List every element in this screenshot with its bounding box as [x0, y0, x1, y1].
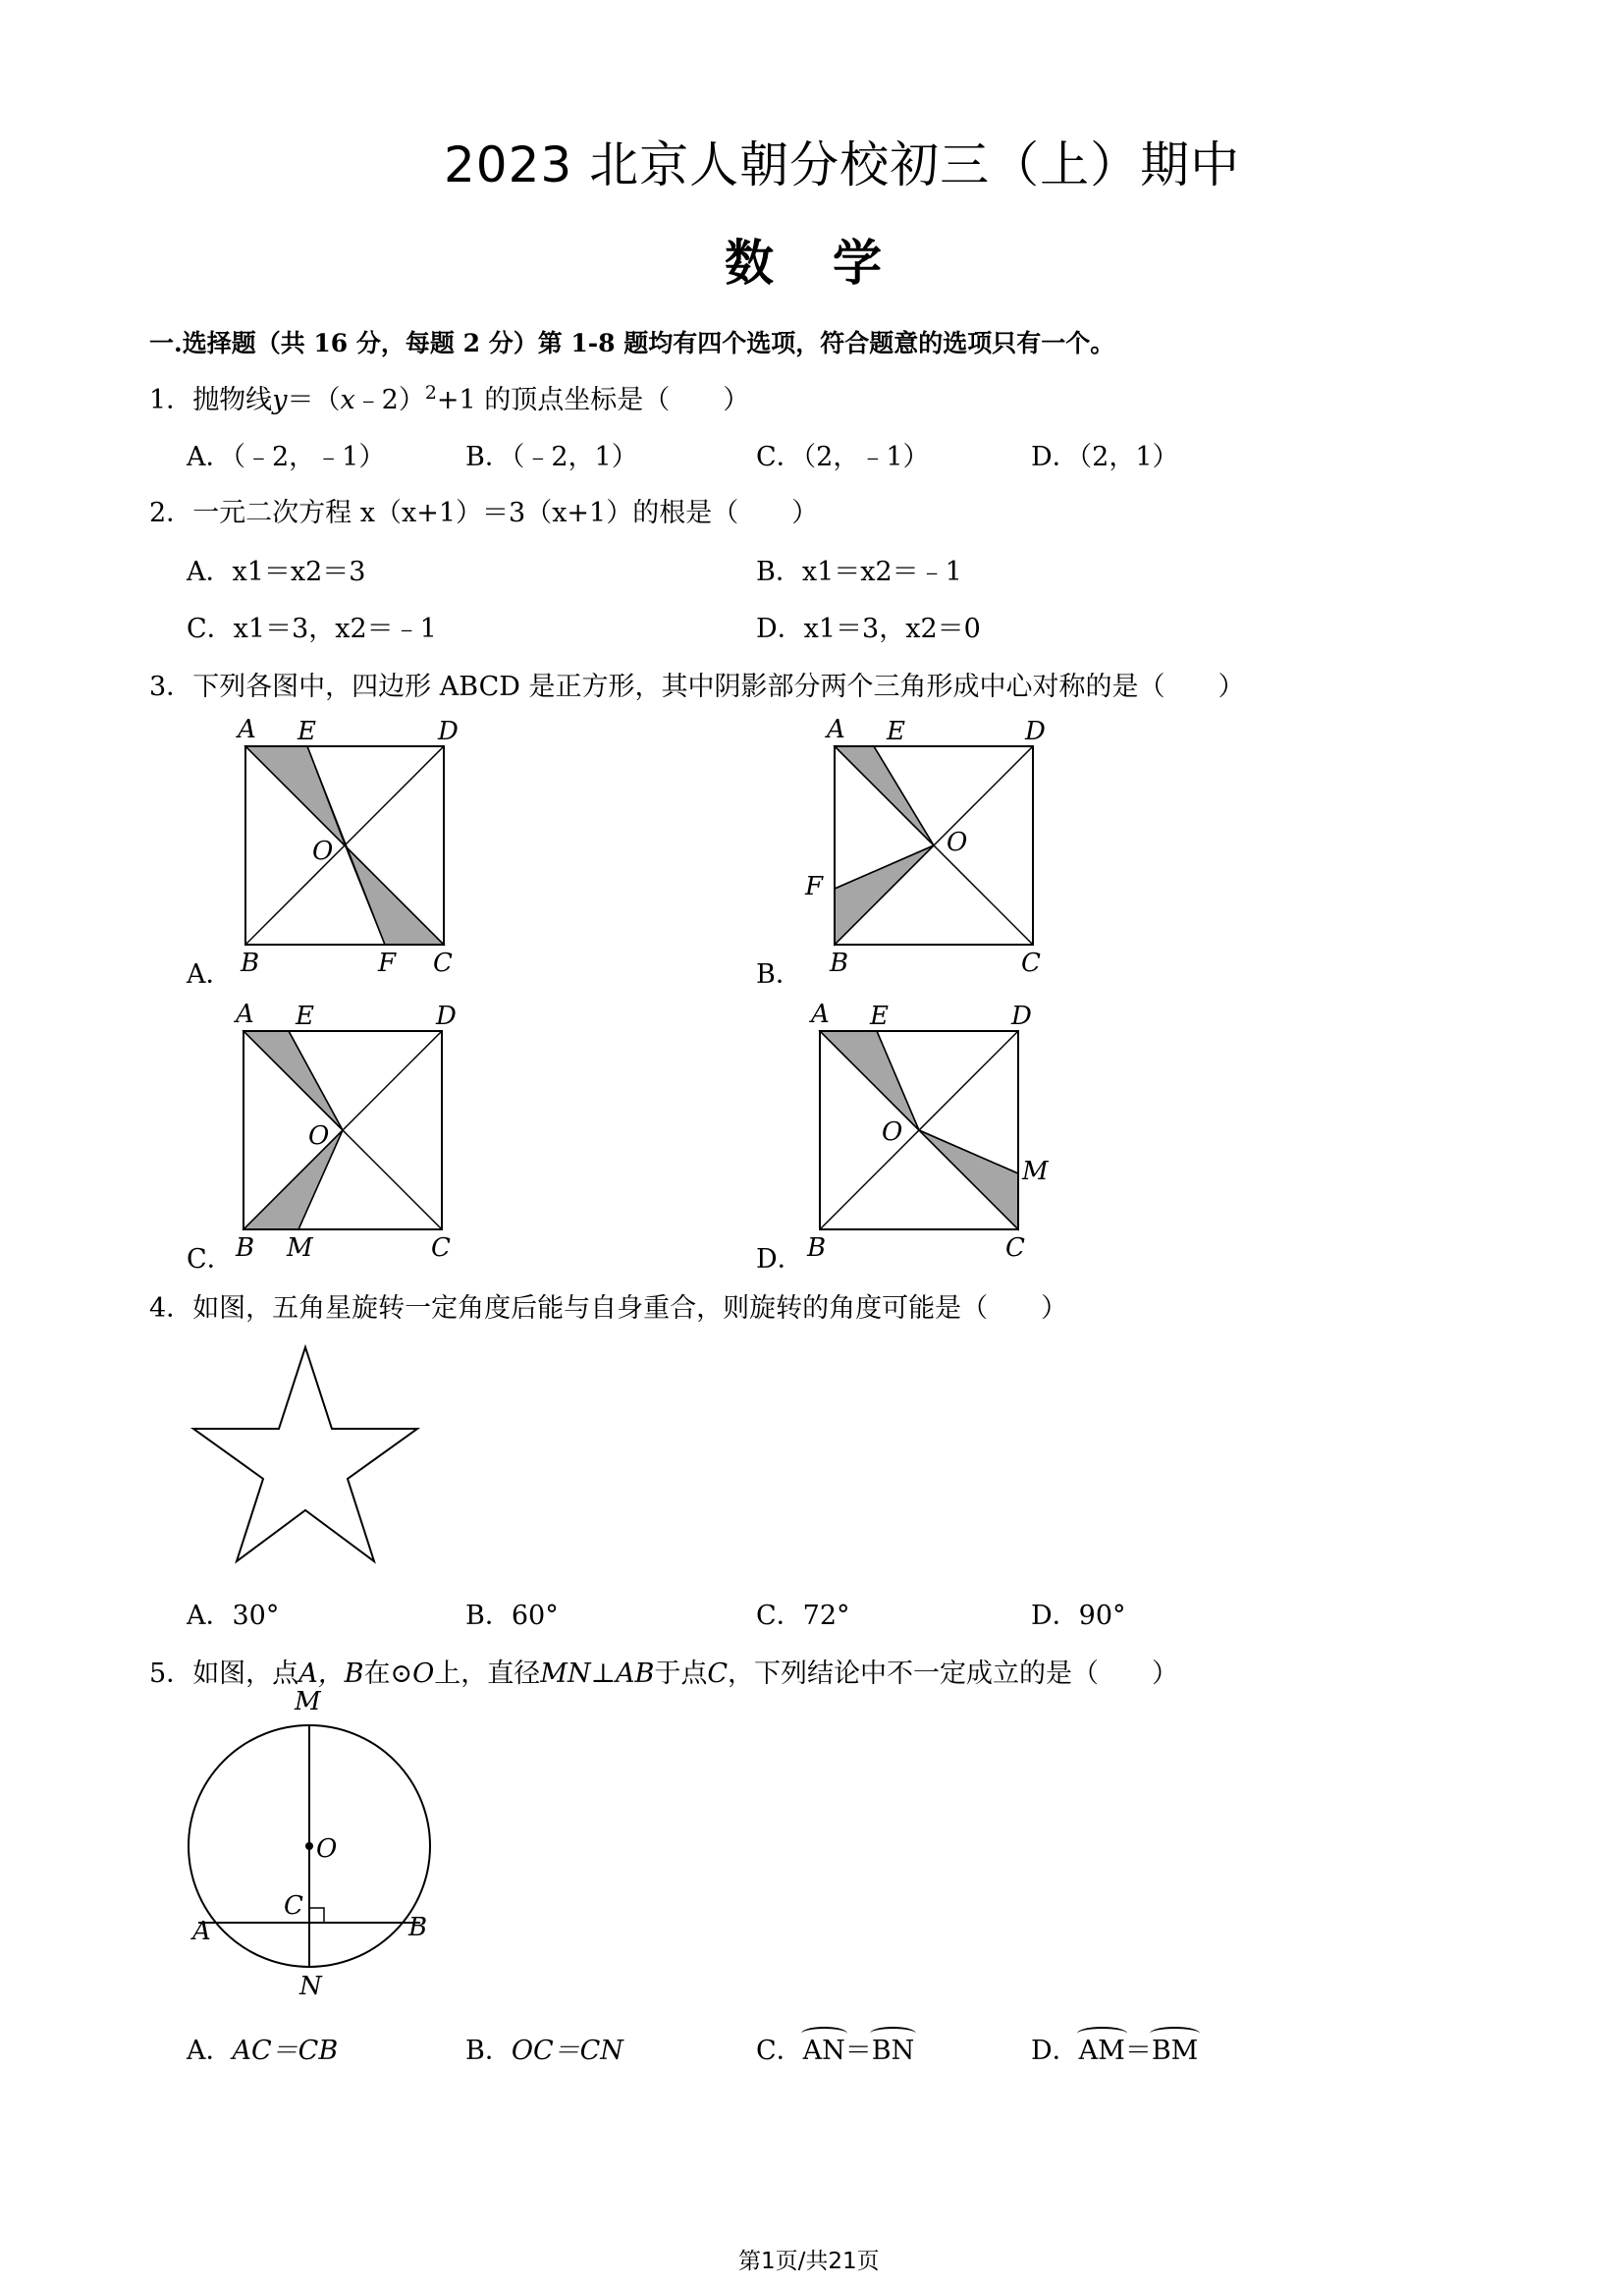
q4-option-b[interactable]: B．60° — [465, 1601, 559, 1631]
question-number: 2． — [149, 498, 193, 528]
option-prefix: C． — [756, 2036, 803, 2066]
q2-text: 一元二次方程 x（x+1）＝3（x+1）的根是（ ） — [192, 498, 819, 528]
q3d-point-d: D — [1011, 1002, 1032, 1031]
q3c-point-d: D — [436, 1002, 457, 1031]
equals-sign: ＝ — [844, 2036, 872, 2066]
q5-text-e: 上，直径 — [434, 1659, 541, 1689]
q3d-point-c: C — [1005, 1233, 1025, 1263]
q4-text: 如图，五角星旋转一定角度后能与自身重合，则旋转的角度可能是（ ） — [192, 1293, 1068, 1324]
q1-option-c[interactable]: C．（2，﹣1） — [756, 442, 930, 472]
question-number: 4． — [149, 1293, 193, 1324]
q5-option-a[interactable] — [187, 2029, 338, 2067]
arc-bn: BN — [871, 2036, 915, 2066]
option-expr: AC＝CB — [232, 2036, 339, 2066]
q3-text: 下列各图中，四边形 ABCD 是正方形，其中阴影部分两个三角形成中心对称的是（ ） — [192, 672, 1245, 702]
question-5 — [149, 1652, 1178, 1690]
arc-bm: BM — [1151, 2036, 1199, 2066]
q5-circle-o: O — [412, 1659, 435, 1689]
q3-figure-c — [244, 1031, 445, 1232]
q5-text-k: ，下列结论中不一定成立的是（ ） — [728, 1659, 1178, 1689]
q5-option-d[interactable] — [1031, 2029, 1198, 2067]
q3b-point-f: F — [805, 872, 824, 901]
q3c-point-e: E — [296, 1002, 314, 1031]
q5-point-o: O — [316, 1834, 338, 1864]
q3-option-d[interactable]: D． — [756, 1244, 804, 1275]
q4-option-d[interactable]: D．90° — [1031, 1601, 1126, 1631]
q5-point-c: C — [707, 1659, 728, 1689]
q3-option-c[interactable]: C． — [187, 1244, 234, 1275]
q3c-point-m: M — [287, 1233, 313, 1263]
question-2 — [149, 491, 818, 529]
q3a-point-f: F — [378, 949, 397, 978]
section-heading: 一.选择题（共 16 分，每题 2 分）第 1-8 题均有四个选项，符合题意的选项只有一个。 — [149, 329, 1115, 357]
equals-sign: ＝ — [1124, 2036, 1152, 2066]
question-number: 3． — [149, 672, 193, 702]
q3a-point-d: D — [438, 717, 459, 746]
q5-point-b: B — [408, 1913, 428, 1942]
q3b-point-d: D — [1025, 717, 1046, 746]
q3c-point-o: O — [308, 1121, 330, 1151]
subject-title: 数学 — [725, 235, 941, 292]
question-4 — [149, 1286, 1067, 1325]
page-footer: 第1页/共21页 — [738, 2249, 880, 2274]
q5-chord-ab: AB — [615, 1659, 655, 1689]
arc-am: AM — [1078, 2036, 1125, 2066]
q5-point-n: N — [299, 1972, 322, 2001]
question-number: 5． — [149, 1659, 193, 1689]
q1-text-b: ＝（ — [287, 385, 341, 415]
q3a-point-e: E — [298, 717, 316, 746]
q3d-point-m: M — [1022, 1157, 1049, 1186]
q3c-point-a: A — [236, 1000, 254, 1029]
q3d-point-b: B — [807, 1233, 827, 1263]
q1-option-a[interactable]: A．（﹣2，﹣1） — [187, 442, 386, 472]
q4-star-figure — [191, 1347, 422, 1568]
q3a-point-c: C — [433, 949, 453, 978]
q4-option-a[interactable]: A．30° — [187, 1601, 280, 1631]
q5-text-a: 如图，点 — [192, 1659, 299, 1689]
q1-text-a: 抛物线 — [192, 385, 273, 415]
page-title: 2023 北京人朝分校初三（上）期中 — [444, 136, 1241, 193]
q3b-point-a: A — [827, 715, 845, 744]
q5-diameter-mn: MN — [540, 1659, 591, 1689]
q3-figure-d — [820, 1031, 1021, 1232]
q3b-point-b: B — [830, 949, 849, 978]
q3d-point-a: A — [811, 1000, 830, 1029]
q3d-point-e: E — [870, 1002, 889, 1031]
q2-option-a[interactable]: A．x1＝x2＝3 — [187, 557, 366, 587]
q5-circle-figure — [189, 1718, 434, 1974]
q1-var-y: y — [272, 385, 288, 415]
q3b-point-c: C — [1021, 949, 1041, 978]
q3b-point-o: O — [947, 828, 968, 857]
q4-option-c[interactable]: C．72° — [756, 1601, 850, 1631]
q2-option-c[interactable]: C．x1＝3，x2＝﹣1 — [187, 614, 437, 644]
q3-figure-b — [835, 746, 1036, 948]
q5-perp: ⊥ — [590, 1659, 616, 1689]
q3-option-b[interactable]: B． — [756, 959, 802, 990]
q5-option-c[interactable] — [756, 2029, 914, 2067]
q5-text-c: 在⊙ — [363, 1659, 413, 1689]
option-expr: OC＝CN — [511, 2036, 623, 2066]
question-1 — [149, 378, 749, 416]
q3-figure-a — [245, 746, 447, 948]
q1-text-d: +1 的顶点坐标是（ ） — [436, 385, 750, 415]
q1-option-d[interactable]: D．（2，1） — [1031, 442, 1179, 472]
q3a-point-a: A — [238, 715, 256, 744]
q3b-point-e: E — [887, 717, 905, 746]
q3c-point-c: C — [431, 1233, 451, 1263]
q1-text-c: ﹣2） — [354, 385, 425, 415]
q5-point-c-label: C — [284, 1891, 303, 1921]
q5-point-a: A — [192, 1917, 211, 1946]
question-number: 1． — [149, 385, 193, 415]
q1-exponent: 2 — [424, 382, 437, 404]
question-3 — [149, 665, 1245, 703]
q3c-point-b: B — [236, 1233, 255, 1263]
q3a-point-b: B — [241, 949, 260, 978]
option-prefix: D． — [1031, 2036, 1079, 2066]
q5-option-b[interactable] — [465, 2029, 623, 2067]
option-prefix: B． — [465, 2036, 512, 2066]
q3a-point-o: O — [312, 837, 334, 866]
q3-option-a[interactable]: A． — [187, 959, 233, 990]
q1-var-x: x — [340, 385, 355, 415]
q5-point-m: M — [295, 1687, 321, 1716]
arc-an: AN — [802, 2036, 845, 2066]
q1-option-b[interactable]: B．（﹣2，1） — [465, 442, 638, 472]
q2-option-d[interactable]: D．x1＝3，x2＝0 — [756, 614, 981, 644]
q2-option-b[interactable]: B．x1＝x2＝﹣1 — [756, 557, 962, 587]
q3d-point-o: O — [882, 1117, 903, 1147]
q5-points-ab: A，B — [298, 1659, 364, 1689]
q5-text-i: 于点 — [654, 1659, 708, 1689]
option-prefix: A． — [187, 2036, 233, 2066]
